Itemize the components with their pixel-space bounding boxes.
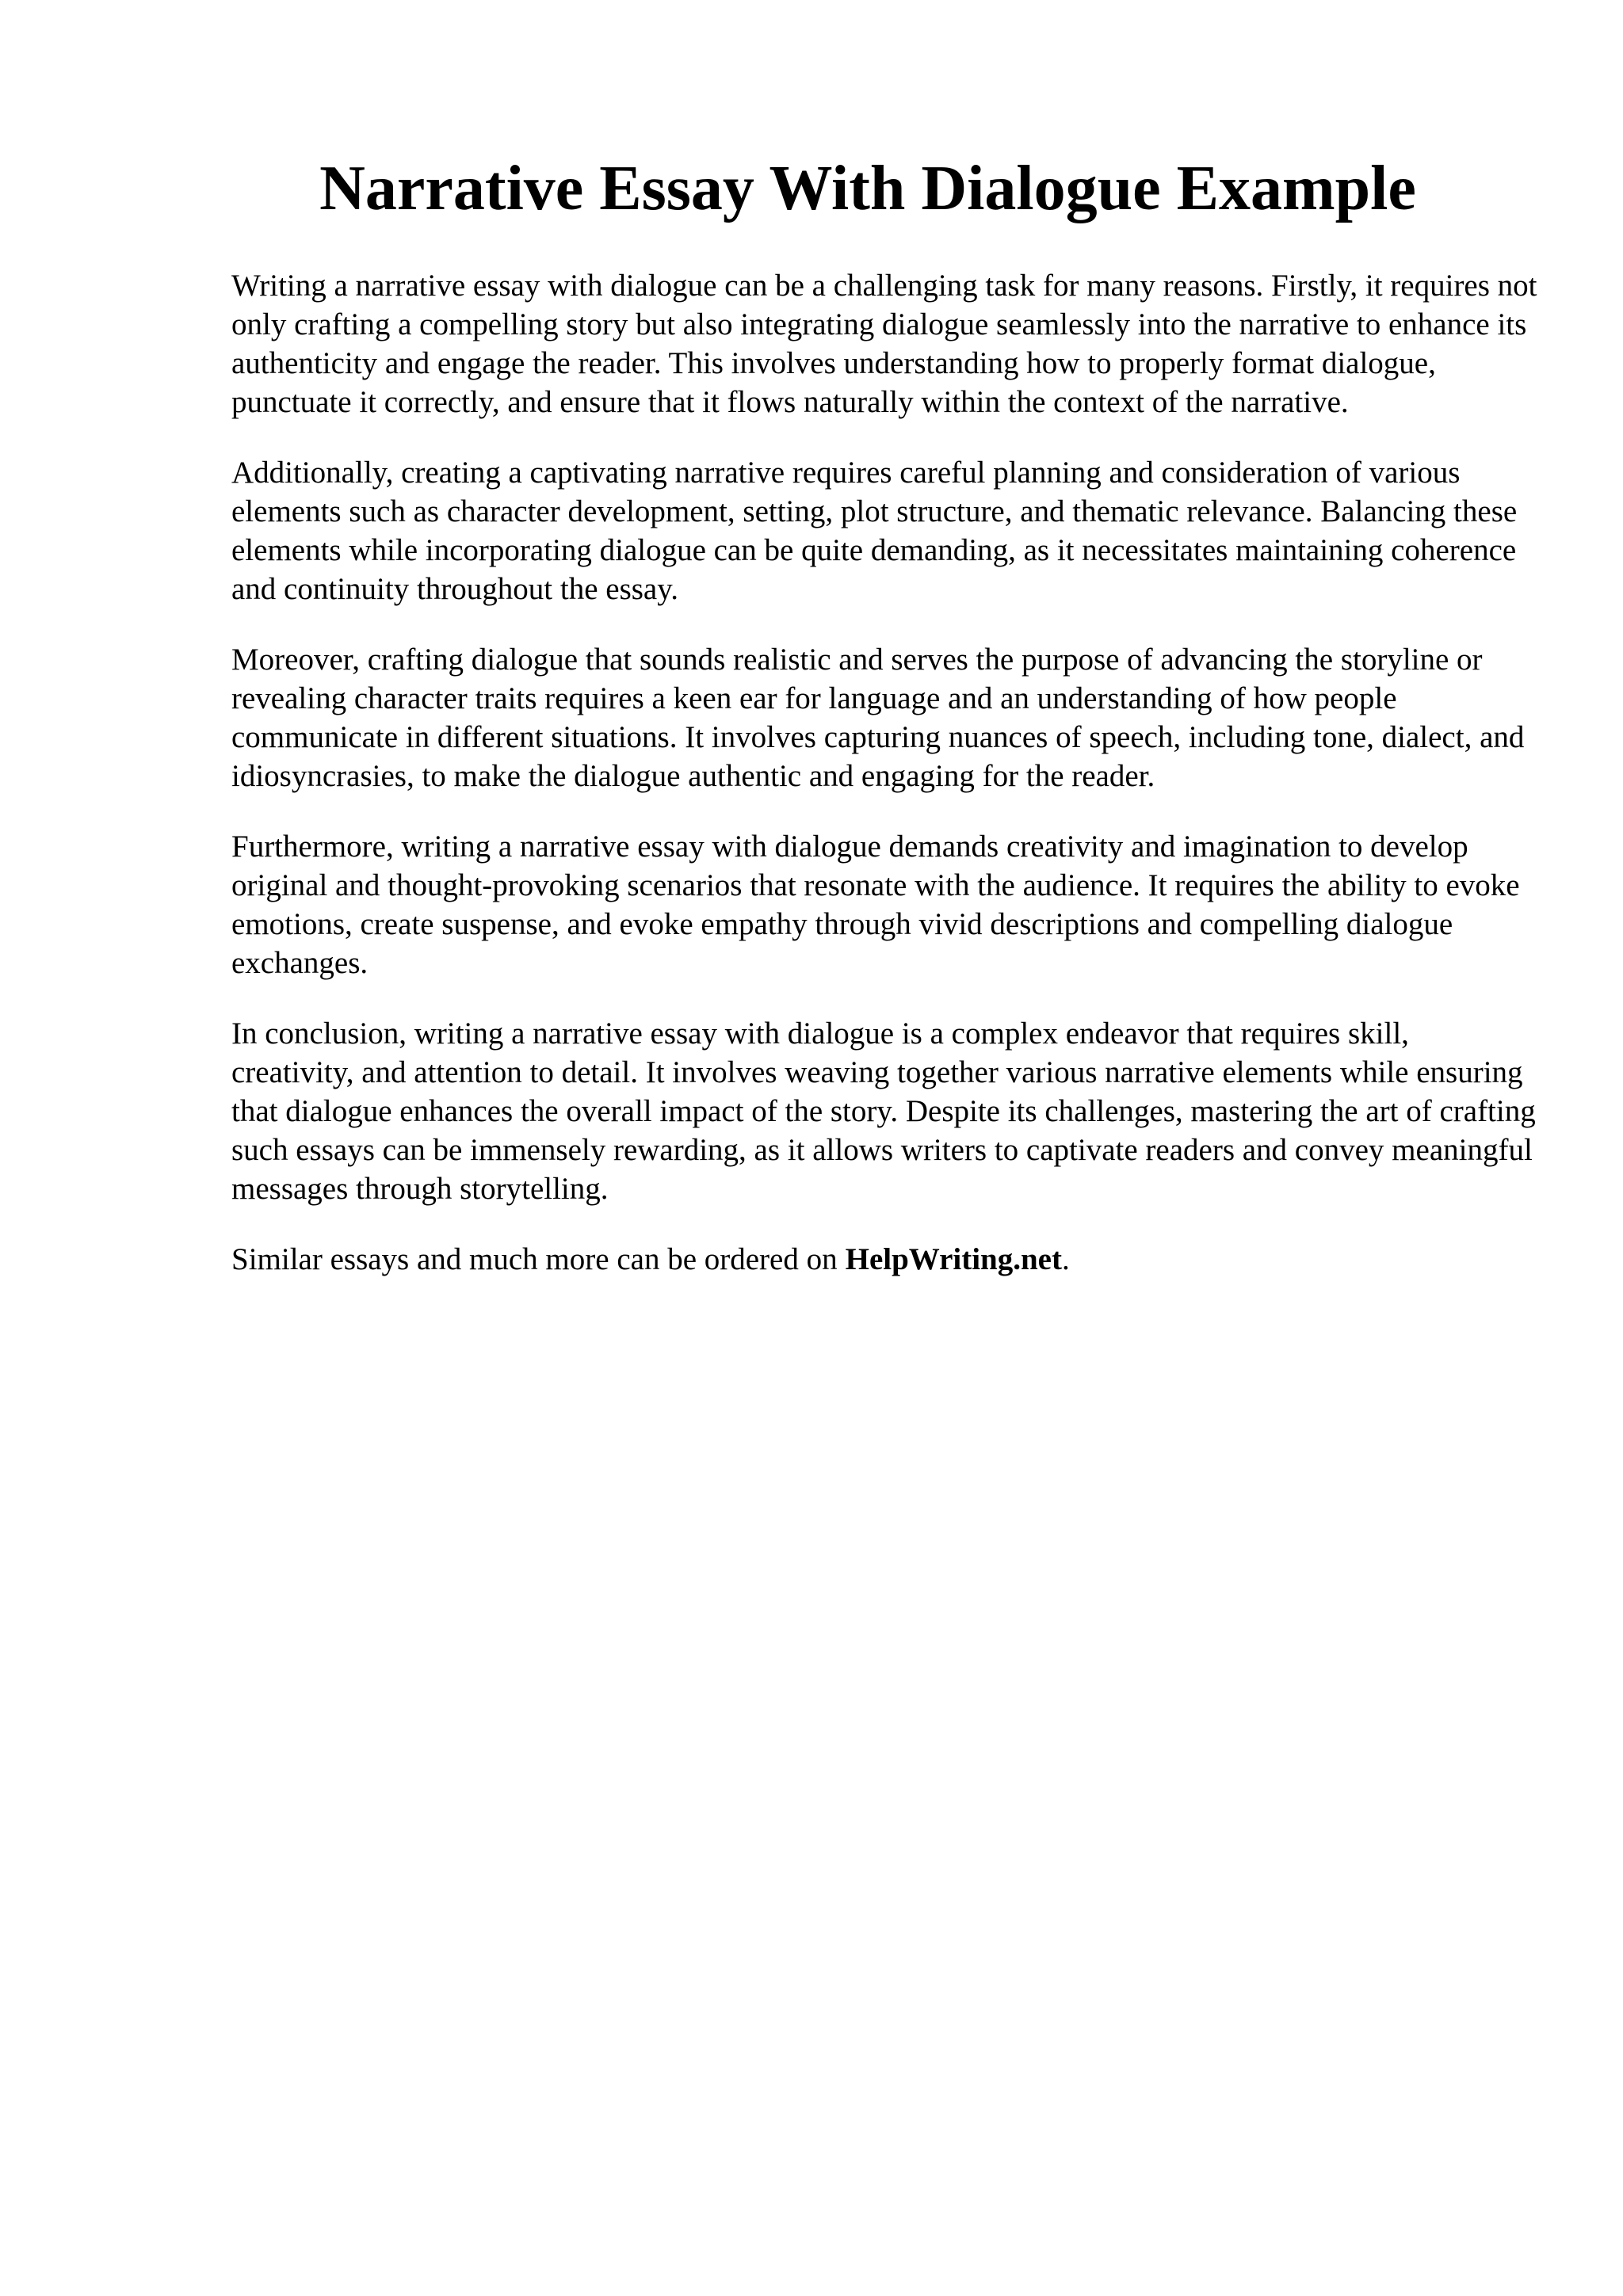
document-title: Narrative Essay With Dialogue Example [319, 154, 1416, 223]
paragraph-3: Moreover, crafting dialogue that sounds realistic and serves the purpose of advancing the storyline or revealing character traits requires a keen ear for language and an understanding of how people communicate in different situations. It involves capturing nuances of speech, including tone, dialect, and idiosyncrasies, to make the dialogue authentic and engaging for the reader. [231, 643, 1525, 793]
paragraph-1: Writing a narrative essay with dialogue can be a challenging task for many reasons. Firstly, it requires not only crafting a compelling story but also integrating dialogue seamlessly into the narrative to enhance its authenticity and engage the reader. This involves understanding how to properly format dialogue, punctuate it correctly, and ensure that it flows naturally within the context of the narrative. [231, 269, 1537, 419]
footer-suffix: . [1061, 1242, 1070, 1276]
paragraph-5: In conclusion, writing a narrative essay with dialogue is a complex endeavor that requires skill, creativity, and attention to detail. It involves weaving together various narrative elements while ensuring that dialogue enhances the overall impact of the story. Despite its challenges, mastering the art of crafting such essays can be immensely rewarding, as it allows writers to captivate readers and convey meaningful messages through storytelling. [231, 1016, 1536, 1206]
essay-body [231, 266, 1539, 1279]
footer-prefix: Similar essays and much more can be ordered on [231, 1242, 838, 1276]
helpwriting-link[interactable]: HelpWriting.net [845, 1242, 1062, 1276]
paragraph-2: Additionally, creating a captivating narrative requires careful planning and consideration of various elements such as character development, setting, plot structure, and thematic relevance. Balancing these elements while incorporating dialogue can be quite demanding, as it necessitates maintaining coherence and continuity throughout the essay. [231, 456, 1518, 606]
paragraph-4: Furthermore, writing a narrative essay with dialogue demands creativity and imagination to develop original and thought-provoking scenarios that resonate with the audience. It requires the ability to evoke emotions, create suspense, and evoke empathy through vivid descriptions and compelling dialogue exchanges. [231, 830, 1520, 980]
footer-promo-line [231, 1240, 1539, 1279]
